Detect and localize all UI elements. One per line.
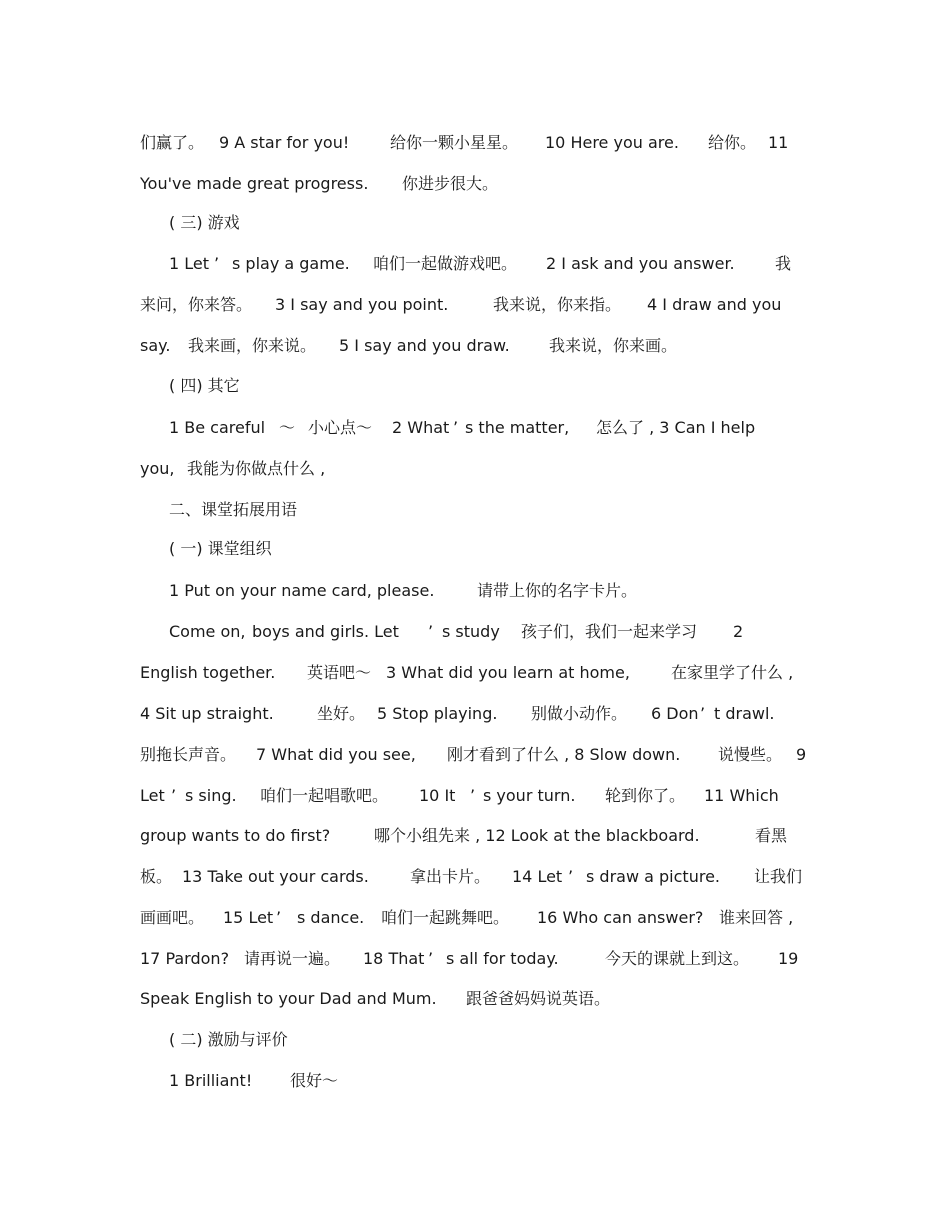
text-segment: 4 I draw and you	[647, 295, 782, 314]
text-segment: 坐好。	[317, 704, 366, 723]
text-segment: Speak English to your Dad and Mum.	[140, 989, 437, 1008]
text-segment: 10 It	[419, 786, 456, 805]
text-segment: s study	[442, 622, 500, 641]
text-segment: 轮到你了。	[605, 786, 686, 805]
text-segment: 19	[778, 949, 799, 968]
text-segment: 11 Which	[704, 786, 779, 805]
text-segment: 小心点～	[308, 418, 373, 437]
text-segment: 4 Sit up straight.	[140, 704, 274, 723]
text-segment: boys and girls. Let	[252, 622, 399, 641]
text-segment: 5 Stop playing.	[377, 704, 498, 723]
text-segment: ’	[428, 949, 434, 968]
text-segment: s draw a picture.	[586, 867, 720, 886]
text-segment: 我来说，你来指。	[493, 295, 622, 314]
text-segment: 1 Be careful	[169, 418, 266, 437]
text-line	[169, 1068, 820, 1094]
text-segment: You've made great progress.	[140, 174, 369, 193]
text-segment: s all for today.	[446, 949, 559, 968]
text-segment: 们赢了。	[140, 133, 205, 152]
text-segment: 14 Let	[512, 867, 563, 886]
text-segment: 我来画，你来说。	[188, 336, 317, 355]
text-segment: ’	[470, 786, 476, 805]
section-heading	[169, 373, 820, 399]
text-segment: 给你。	[708, 133, 757, 152]
text-segment: 1 Put on your name card, please.	[169, 581, 435, 600]
text-segment: 刚才看到了什么 , 8 Slow down.	[447, 745, 681, 764]
text-line	[140, 456, 820, 482]
text-segment: 9 A star for you!	[219, 133, 350, 152]
text-segment: ( 三) 游戏	[169, 213, 240, 232]
text-segment: ’	[214, 254, 220, 273]
text-segment: 别拖长声音。	[140, 745, 237, 764]
text-line	[169, 415, 820, 441]
text-segment: 9	[796, 745, 807, 764]
text-segment: ( 一) 课堂组织	[169, 539, 272, 558]
text-segment: 板。	[140, 867, 173, 886]
text-segment: 2	[733, 622, 744, 641]
text-segment: 咱们一起唱歌吧。	[260, 786, 389, 805]
text-segment: ’	[171, 786, 177, 805]
text-segment: 10 Here you are.	[545, 133, 679, 152]
text-segment: 说慢些。	[718, 745, 783, 764]
text-segment: Let	[140, 786, 165, 805]
text-segment: 6 Don	[651, 704, 699, 723]
text-segment: 咱们一起做游戏吧。	[373, 254, 518, 273]
text-segment: say.	[140, 336, 171, 355]
text-segment: ’	[568, 867, 574, 886]
text-segment: 3 What did you learn at home,	[386, 663, 630, 682]
text-line	[140, 292, 820, 318]
text-segment: 请再说一遍。	[244, 949, 341, 968]
text-segment: 13 Take out your cards.	[182, 867, 369, 886]
section-heading	[169, 1027, 820, 1053]
text-line	[140, 946, 820, 972]
text-segment: 来问，你来答。	[140, 295, 253, 314]
text-segment: 7 What did you see,	[256, 745, 416, 764]
text-segment: 11	[768, 133, 789, 152]
text-segment: 我	[775, 254, 792, 273]
text-segment: 谁来回答 ,	[719, 908, 794, 927]
text-segment: Come on,	[169, 622, 246, 641]
text-segment: ’	[700, 704, 706, 723]
text-segment: 让我们	[754, 867, 803, 886]
text-segment: ～	[279, 418, 296, 437]
text-segment: s play a game.	[232, 254, 350, 273]
text-segment: 2 What	[392, 418, 450, 437]
text-line	[140, 864, 820, 890]
text-segment: s the matter,	[465, 418, 570, 437]
text-segment: ’	[453, 418, 459, 437]
text-segment: 很好～	[290, 1071, 339, 1090]
text-segment: 二、课堂拓展用语	[169, 500, 298, 519]
text-segment: 看黑	[755, 826, 788, 845]
text-line	[140, 171, 820, 197]
text-segment: 怎么了 , 3 Can I help	[596, 418, 756, 437]
text-segment: 17 Pardon?	[140, 949, 230, 968]
text-segment: 画画吧。	[140, 908, 205, 927]
text-segment: 请带上你的名字卡片。	[477, 581, 638, 600]
text-line	[140, 130, 820, 156]
text-segment: s sing.	[185, 786, 237, 805]
text-segment: 1 Let	[169, 254, 210, 273]
text-segment: s dance.	[297, 908, 365, 927]
text-segment: 今天的课就上到这。	[605, 949, 750, 968]
text-segment: 在家里学了什么 ,	[671, 663, 794, 682]
text-segment: ’	[428, 622, 434, 641]
text-segment: 15 Let	[223, 908, 274, 927]
text-segment: 咱们一起跳舞吧。	[381, 908, 510, 927]
text-line	[169, 578, 820, 604]
text-line	[140, 742, 820, 768]
text-segment: 2 I ask and you answer.	[546, 254, 735, 273]
text-segment: t drawl.	[714, 704, 775, 723]
text-segment: 你进步很大。	[402, 174, 499, 193]
text-line	[140, 905, 820, 931]
text-line	[169, 251, 820, 277]
text-segment: 我能为你做点什么 ,	[187, 459, 326, 478]
text-segment: 哪个小组先来 , 12 Look at the blackboard.	[374, 826, 700, 845]
text-line	[140, 701, 820, 727]
text-segment: 16 Who can answer?	[537, 908, 704, 927]
text-line	[140, 783, 820, 809]
section-heading	[169, 210, 820, 236]
text-segment: 跟爸爸妈妈说英语。	[466, 989, 611, 1008]
text-segment: 给你一颗小星星。	[390, 133, 519, 152]
text-segment: English together.	[140, 663, 276, 682]
text-segment: 1 Brilliant!	[169, 1071, 253, 1090]
text-segment: 拿出卡片。	[410, 867, 491, 886]
text-segment: 我来说，你来画。	[549, 336, 678, 355]
text-line	[140, 986, 820, 1012]
text-segment: ( 四) 其它	[169, 376, 240, 395]
section-heading	[169, 497, 820, 523]
text-segment: ( 二) 激励与评价	[169, 1030, 288, 1049]
text-segment: ’	[276, 908, 282, 927]
text-segment: 18 That	[363, 949, 425, 968]
text-line	[140, 823, 820, 849]
text-line	[140, 333, 820, 359]
text-line	[169, 619, 820, 645]
text-segment: s your turn.	[483, 786, 576, 805]
text-segment: 3 I say and you point.	[275, 295, 449, 314]
text-segment: 英语吧～	[307, 663, 372, 682]
text-line	[140, 660, 820, 686]
text-segment: 别做小动作。	[531, 704, 628, 723]
text-segment: 孩子们，我们一起来学习	[521, 622, 698, 641]
section-heading	[169, 536, 820, 562]
text-segment: 5 I say and you draw.	[339, 336, 510, 355]
text-segment: you,	[140, 459, 175, 478]
text-segment: group wants to do first?	[140, 826, 331, 845]
